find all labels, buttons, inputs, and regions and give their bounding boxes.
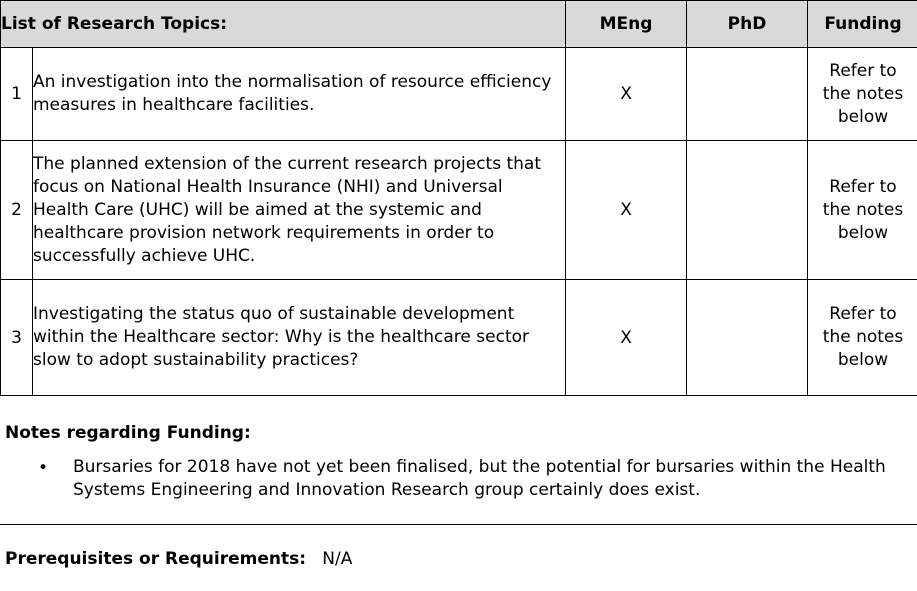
table-row: [1, 141, 917, 280]
meng-mark: X: [566, 48, 687, 141]
topic-description: [33, 141, 566, 280]
funding-line: below: [837, 350, 889, 370]
funding-cell: [808, 280, 917, 396]
funding-line: Refer to: [829, 304, 897, 324]
funding-line: the notes: [822, 199, 904, 220]
table-header-row: [1, 1, 917, 48]
topic-line: within the Healthcare sector: Why is the healthcare sector: [33, 327, 529, 347]
topic-line: measures in healthcare facilities.: [33, 95, 315, 115]
table-row: [1, 48, 917, 141]
topic-line: An investigation into the normalisation of resource efficiency: [33, 72, 552, 92]
phd-mark: [687, 48, 808, 141]
topic-line: slow to adopt sustainability practices?: [33, 350, 359, 370]
table-row: [1, 280, 917, 396]
topic-line: focus on National Health Insurance (NHI) and Universal: [33, 176, 503, 197]
funding-cell: [808, 48, 917, 141]
topic-line: The planned extension of the current research projects that: [33, 153, 541, 174]
header-meng: MEng: [566, 1, 687, 48]
note-line: Bursaries for 2018 have not yet been finalised, but the potential for bursaries within the Health: [73, 457, 886, 477]
row-number: 1: [1, 48, 33, 141]
phd-mark: [687, 141, 808, 280]
notes-title: Notes regarding Funding:: [5, 423, 251, 443]
topic-description: [33, 48, 566, 141]
funding-line: below: [837, 106, 889, 127]
topic-line: healthcare provision network requirements in order to: [33, 222, 495, 243]
row-number: 2: [1, 141, 33, 280]
topic-line: successfully achieve UHC.: [33, 245, 256, 266]
header-phd: PhD: [687, 1, 808, 48]
funding-line: below: [837, 222, 889, 243]
section-divider: [0, 524, 917, 525]
meng-mark: X: [566, 141, 687, 280]
header-funding: Funding: [808, 1, 917, 48]
prerequisites-value: N/A: [322, 549, 353, 569]
funding-line: the notes: [822, 83, 904, 104]
prerequisites-label: Prerequisites or Requirements:: [5, 549, 307, 569]
topic-description: [33, 280, 566, 396]
bullet-icon: •: [38, 458, 49, 478]
topic-line: Health Care (UHC) will be aimed at the systemic and: [33, 199, 482, 220]
funding-line: Refer to: [829, 60, 897, 81]
prerequisites: [5, 549, 352, 569]
funding-line: the notes: [822, 327, 904, 347]
funding-line: Refer to: [829, 176, 897, 197]
topic-line: Investigating the status quo of sustainable development: [33, 304, 515, 324]
note-line: Systems Engineering and Innovation Research group certainly does exist.: [73, 480, 701, 500]
row-number: 3: [1, 280, 33, 396]
phd-mark: [687, 280, 808, 396]
meng-mark: X: [566, 280, 687, 396]
header-research-topics: List of Research Topics:: [1, 1, 566, 48]
funding-note: [73, 456, 903, 502]
funding-cell: [808, 141, 917, 280]
